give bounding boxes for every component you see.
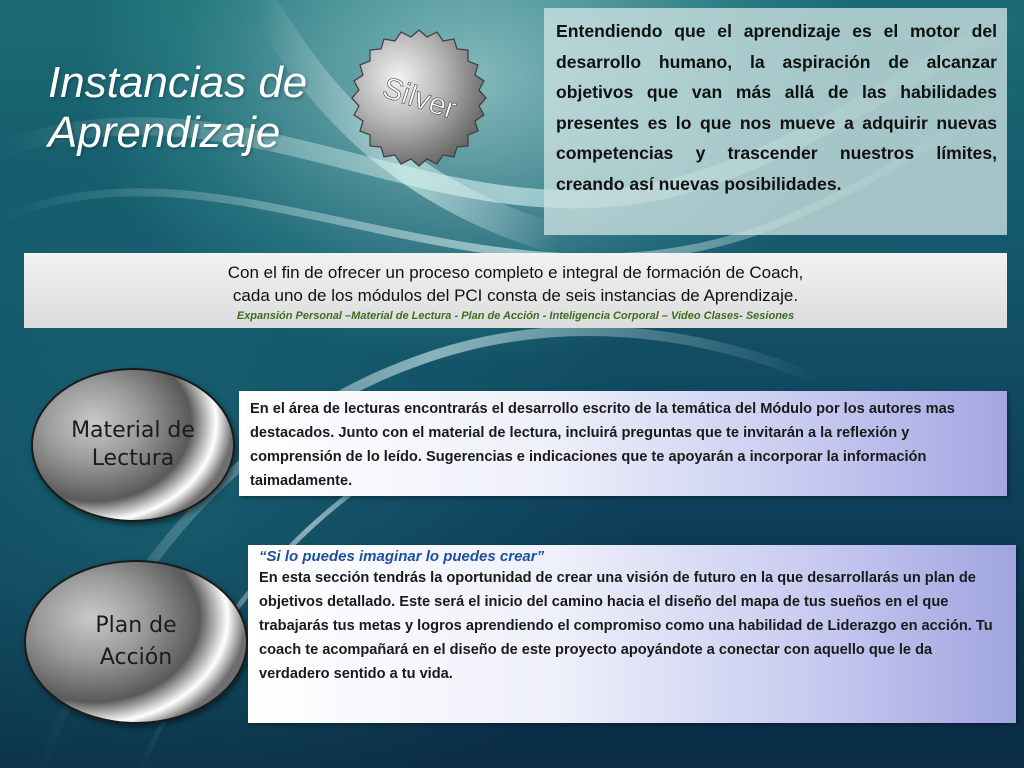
card-text: En esta sección tendrás la oportunidad de crear una visión de futuro en la que desarrollarás un plan de objetivos detallado. Este será el inicio del camino hacia el diseño del mapa de tus sueños en el que trabajarás tus metas y logros aprendiendo el compromiso como una habilidad de Liderazgo en acción. Tu coach te acompañará en el diseño de este proyecto apoyándote a conectar con aquello que le da verdadero sentido a tu vida. bbox=[259, 570, 993, 682]
disc-plan-de-accion bbox=[24, 560, 248, 724]
intro-text: Entendiendo que el aprendizaje es el motor del desarrollo humano, la aspiración de alcanzar objetivos que van más allá de las habilidades presentes es lo que nos mueve a adquirir nuevas competencias y trascender nuestros límites, creando así nuevas posibilidades. bbox=[556, 21, 997, 194]
card-quote: “Si lo puedes imaginar lo puedes crear” bbox=[259, 548, 545, 565]
card-material-de-lectura bbox=[239, 391, 1007, 496]
card-text: En el área de lecturas encontrarás el desarrollo escrito de la temática del Módulo por los autores mas destacados. Junto con el material de lectura, incluirá preguntas que te invitarán a la reflexión y comprensión de lo leído. Sugerencias e indicaciones que te apoyarán a incorporar la información taimadamente. bbox=[250, 401, 955, 489]
disc-label: Plan de Acción bbox=[95, 613, 177, 670]
info-band bbox=[24, 253, 1007, 328]
page-title-line2: Aprendizaje bbox=[48, 108, 281, 157]
seal-text: Silver bbox=[378, 71, 461, 126]
silver-seal-badge bbox=[338, 28, 500, 178]
modules-list: Expansión Personal –Material de Lectura - Plan de Acción - Inteligencia Corporal – Video Clases- Sesiones bbox=[236, 310, 795, 322]
disc-material-de-lectura bbox=[31, 368, 235, 522]
intro-text-box bbox=[544, 8, 1007, 235]
page-title-line1: Instancias de bbox=[48, 58, 308, 107]
disc-label: Material de Lectura bbox=[71, 418, 195, 471]
info-band-line2: cada uno de los módulos del PCI consta de seis instancias de Aprendizaje. bbox=[232, 286, 799, 305]
page-title bbox=[48, 58, 307, 158]
info-band-line1: Con el fin de ofrecer un proceso completo e integral de formación de Coach, bbox=[227, 263, 804, 282]
card-plan-de-accion bbox=[248, 545, 1016, 723]
